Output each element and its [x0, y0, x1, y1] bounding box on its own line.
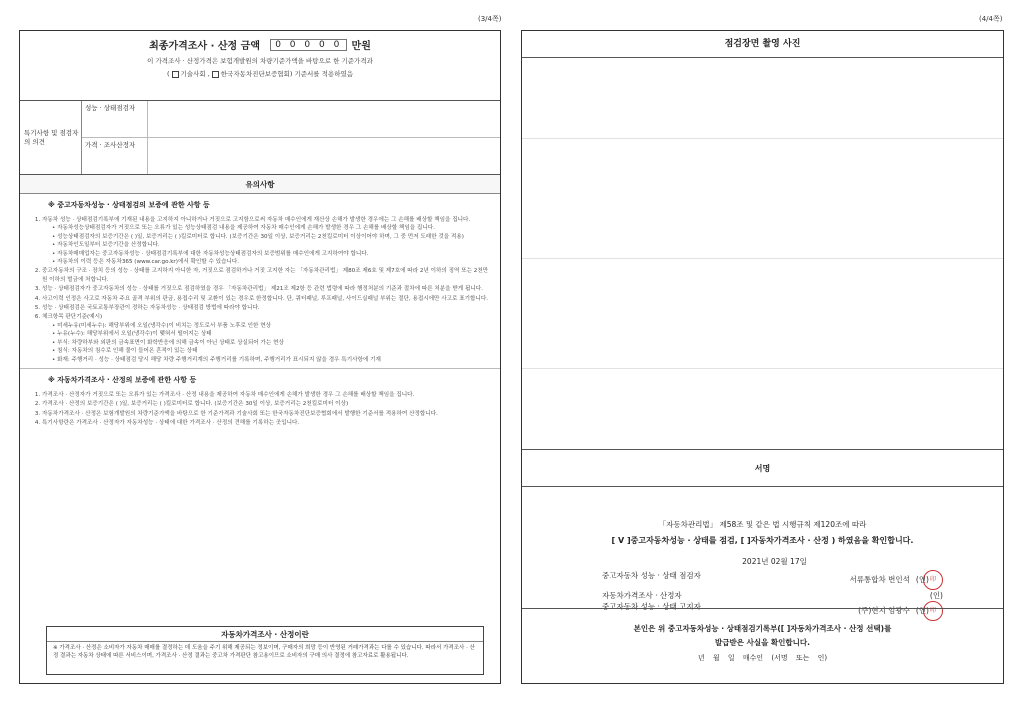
- amount-unit: 만원: [351, 41, 371, 52]
- note-subitem: • 화재: 주행거리 · 성능 · 상태점검 당시 해당 차량 주행거리계의 주행거리를 기록하며, 주행거리가 표시되지 않을 경우 특기사항에 기재: [52, 356, 490, 364]
- checkbox-assoc[interactable]: [212, 71, 219, 78]
- note-item: [42, 285, 490, 293]
- note-item: [42, 295, 490, 303]
- note-item: [42, 313, 490, 363]
- special-row-appraiser: [82, 137, 500, 174]
- note-item: 1. 가격조사 · 산정자가 거짓으로 또는 오류가 있는 가격조사 · 산정 내용을 제공하여 자동차 매수인에게 손해가 발생한 경우 그 손해를 배상할 책임을 집니다.: [42, 391, 490, 399]
- seal-stamp-icon: 印: [923, 570, 943, 590]
- signer-box[interactable]: [850, 570, 943, 590]
- photo-gridline: [522, 138, 1003, 139]
- info-box-title: 자동차가격조사 · 산정이란: [47, 627, 483, 642]
- note-subitem: • 자동차매매업자는 중고자동차성능 · 상태점검기록부에 대한 자동차성능상태점검자의 보증범위를 매수인에게 고지하여야 합니다.: [52, 250, 490, 258]
- special-row-inspector: [82, 101, 500, 137]
- special-row-label: 성능 · 상태점검자: [82, 101, 148, 137]
- assessment-line2: ( 기술사회 , 한국자동차진단보증협회) 기준서를 적용하였음: [166, 70, 354, 78]
- special-row-value[interactable]: [148, 101, 500, 137]
- assessment-line1: 이 가격조사 · 산정가격은 보험개발원의 차량기준가액을 바탕으로 한 기준가격과: [147, 57, 373, 65]
- special-notes: [20, 101, 500, 175]
- buyer-confirm-line2: 발급받은 사실을 확인합니다.: [714, 638, 810, 647]
- page-number-right: (4/4쪽): [979, 15, 1003, 23]
- note-text: 5. 성능 · 상태점검은 국토교통부장관이 정하는 자동차성능 · 상태점검 방법에 따라야 합니다.: [42, 305, 260, 312]
- photo-gridline: [522, 258, 1003, 259]
- photo-gridline: [522, 368, 1003, 369]
- signer-role: 중고자동차 성능 · 상태 고지자: [602, 602, 701, 611]
- amount-value: 0 0 0 0 0: [275, 39, 343, 50]
- confirm-text: [ V ]중고자동차성능 · 상태를 점검, [ ]자동차가격조사 · 산정 ) 하였음을 확인합니다.: [611, 536, 914, 545]
- special-notes-label: 특기사항 및 점검자의 의견: [20, 101, 82, 174]
- note-item: [42, 216, 490, 266]
- note-subitem: • 자동차인도일부터 보증기간을 산정합니다.: [52, 241, 490, 249]
- photo-area[interactable]: [522, 58, 1003, 450]
- seal-stamp-icon: 印: [923, 601, 943, 621]
- buyer-sign-line[interactable]: 년 월 일 매수인 (서명 또는 인): [697, 654, 828, 662]
- note-subitem: • 성능상태점검자의 보증기간은 ( )일, 보증거리는 ( )킬로미터로 합니다. (보증기간은 30일 이상, 보증거리는 2천킬로미터 이상이어야 하며, 그 중 먼저 도래한 것을 적용): [52, 233, 490, 241]
- page-number-left: (3/4쪽): [478, 15, 502, 23]
- assessment-title: 최종가격조사 · 산정 금액: [149, 41, 260, 52]
- signature-row: [522, 590, 1003, 601]
- line2-pre: 기술사회: [180, 70, 206, 78]
- buyer-confirmation: [522, 608, 1003, 663]
- signer-name: 서류통합차 번인석: [849, 575, 910, 584]
- law-text: 「자동차관리법」 제58조 및 같은 법 시행규칙 제120조에 따라: [658, 520, 867, 529]
- seal-mark: (인): [915, 575, 929, 584]
- note-item: [42, 304, 490, 312]
- info-box: [46, 626, 484, 675]
- note-subitem: • 미세누유(미세누수): 해당부위에 오일(냉각수)이 비치는 정도로서 부품 노후로 인한 현상: [52, 322, 490, 330]
- note-item: [42, 267, 490, 284]
- photo-section-title: 점검장면 촬영 사진: [522, 31, 1003, 58]
- note-subitem: • 침식: 자동차의 침수로 인해 물이 들어온 흔적이 있는 상태: [52, 347, 490, 355]
- note-subitem: • 자동차성능상태점검자가 거짓으로 또는 오류가 있는 성능상태점검 내용을 제공하여 자동차 매수인에게 손해가 발생한 경우 그 손해를 배상할 책임을 집니다.: [52, 224, 490, 232]
- signer-name: (주)현지 임광수: [858, 606, 910, 615]
- info-box-text: ※ 가격조사 · 산정은 소비자가 자동차 매매를 결정하는 데 도움을 주기 위해 제공되는 정보이며, 구매자의 희망 등이 반영된 거래가격과는 다를 수 있습니다. 따라서 가격조사 · 산정 결과는 자동차 상태에 따른 서비스이며, 가격조사 · 산정 결과는 중고차 가격판단 참고용이므로 소비자의 구매 의사 결정에 참고자료로 활용됩니다.: [53, 645, 475, 659]
- signer-role: 중고자동차 성능 · 상태 점검자: [602, 571, 701, 580]
- buyer-confirm-line1: 본인은 위 중고자동차성능 · 상태점검기록부([ ]자동차가격조사 · 산정 선택)를: [633, 624, 892, 633]
- signer-box[interactable]: [924, 590, 943, 601]
- signature-date: 2021년 02월 17일: [742, 557, 807, 566]
- section1-title: ※ 중고자동차성능 · 상태점검의 보증에 관한 사항 등: [48, 201, 210, 209]
- section2-list: [20, 391, 500, 428]
- section1-list: [20, 216, 500, 364]
- special-row-value[interactable]: [148, 138, 500, 174]
- note-subitem: • 누유(누수): 해당부위에서 오일(냉각수)이 맺혀서 떨어지는 상태: [52, 330, 490, 338]
- assessment-header: [20, 31, 500, 101]
- note-text: 3. 성능 · 상태점검자가 중고자동차의 성능 · 상태를 거짓으로 점검하였을 경우 「자동차관리법」 제21조 제2항 등 관련 법령에 따라 행정처분의 기준과 절차에 따른 처분을 받게 됩니다.: [42, 286, 483, 293]
- right-page: [521, 30, 1004, 684]
- note-item: 3. 자동차가격조사 · 산정은 보험개발원의 차량기준가액을 바탕으로 한 기준가격과 기술사회 또는 한국자동차진단보증협회에서 발행한 기준서를 적용하여 산정합니다.: [42, 410, 490, 418]
- note-item: 4. 특기사항란은 가격조사 · 산정자가 자동차성능 · 상태에 대한 가격조사 · 산정의 견해를 기록하는 곳입니다.: [42, 419, 490, 427]
- signature-body: [522, 487, 1003, 621]
- note-item: 2. 가격조사 · 산정의 보증기간은 ( )일, 보증거리는 ( )킬로미터로 합니다. (보증기간은 30일 이상, 보증거리는 2천킬로미터 이상): [42, 400, 490, 408]
- signature-row: [522, 570, 1003, 590]
- special-row-label: 가격 · 조사산정자: [82, 138, 148, 174]
- amount-box[interactable]: [270, 39, 347, 51]
- note-subitem: • 부식: 차량하부와 외판의 금속표면이 화학반응에 의해 금속이 아닌 상태로 상실되어 가는 현상: [52, 339, 490, 347]
- signer-role: 자동차가격조사 · 산정자: [602, 591, 682, 600]
- seal-mark: (인): [929, 591, 943, 600]
- note-subitem: • 자동차의 이력 등은 자동차365 (www.car.go.kr)에서 확인할 수 있습니다.: [52, 258, 490, 266]
- left-page: [19, 30, 501, 684]
- section2-title: ※ 자동차가격조사 · 산정의 보증에 관한 사항 등: [20, 368, 500, 391]
- note-text: 1. 자동차 성능 · 상태점검기록부에 기재된 내용을 고지하지 아니하거나 거짓으로 고지함으로써 자동차 매수인에게 재산상 손해가 발생한 경우에는 그 손해를 배상할 책임을 집니다.: [42, 217, 471, 223]
- line2-mid: 한국자동차진단보증협회: [220, 70, 290, 78]
- notes-title: 유의사항: [20, 175, 500, 194]
- note-text: 6. 체크항목 판단기준(예시): [42, 314, 103, 321]
- note-text: 2. 중고자동차의 구조 · 장치 등의 성능 · 상태를 고지하지 아니한 자, 거짓으로 점검하거나 거짓 고지한 자는 「자동차관리법」 제80조 제6호 및 제7호에 따라 2년 이하의 징역 또는 2천만원 이하의 벌금에 처합니다.: [42, 268, 489, 283]
- signature-title: 서명: [522, 450, 1003, 487]
- seal-mark: (인): [915, 606, 929, 615]
- checkbox-tech[interactable]: [172, 71, 179, 78]
- note-text: 4. 사고이력 인정은 사고로 자동차 주요 골격 부위의 판금, 용접수리 및 교환이 있는 경우로 한정합니다. 단, 쿼터패널, 루프패널, 사이드실패널 부위는 절단, 용접시에만 사고로 표기합니다.: [42, 295, 489, 302]
- line2-post: 기준서를 적용하였음: [294, 70, 354, 78]
